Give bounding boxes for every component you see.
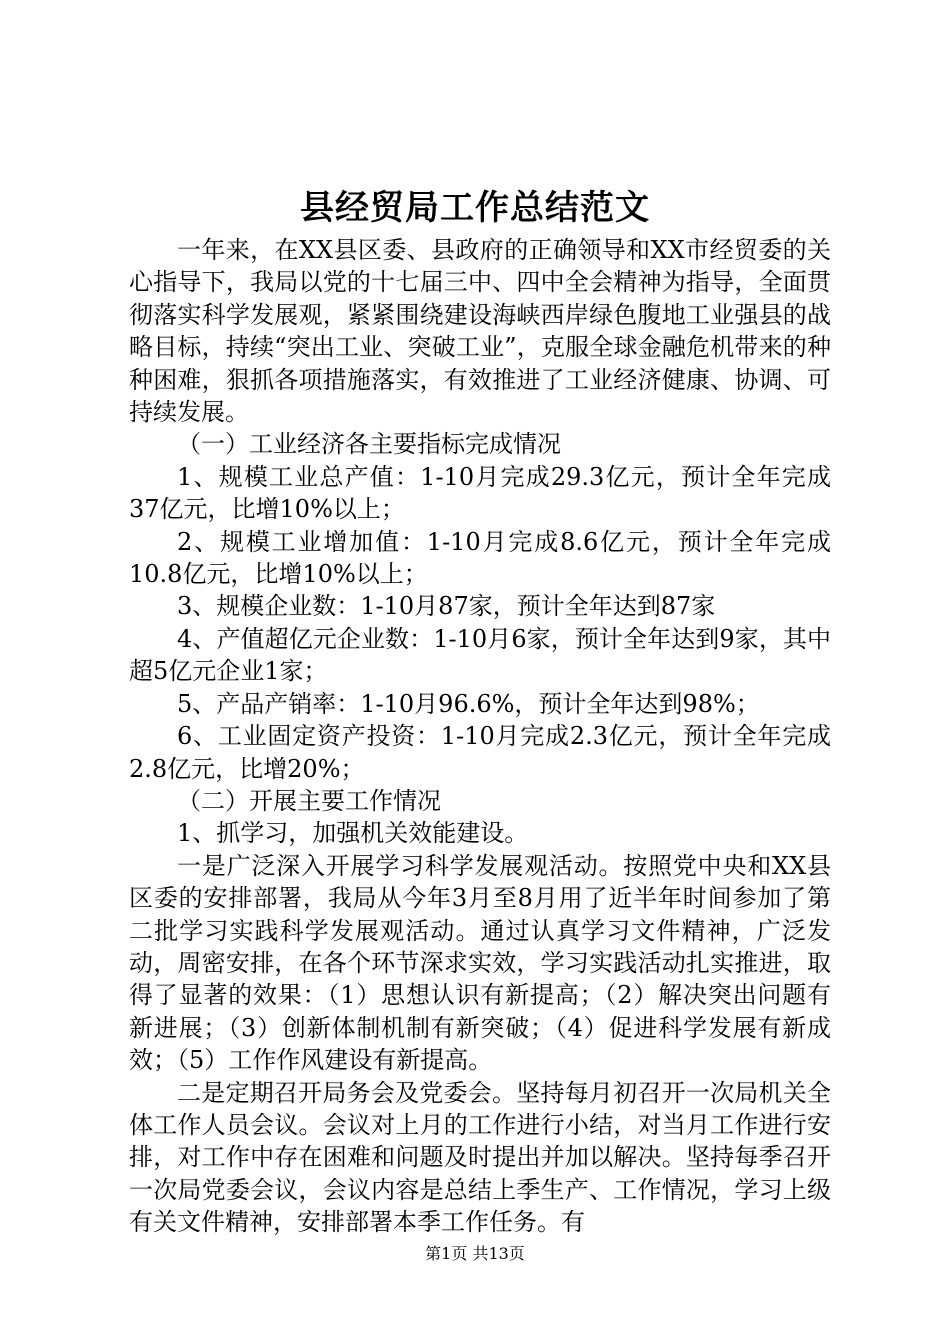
indicator-item-1: 1、规模工业总产值：1-10月完成29.3亿元，预计全年完成37亿元，比增10%以上； (129, 462, 831, 524)
indicator-item-4: 4、产值超亿元企业数：1-10月6家，预计全年达到9家，其中超5亿元企业1家； (129, 624, 831, 686)
document-body (129, 234, 831, 1239)
work-item-heading-1: 1、抓学习，加强机关效能建设。 (177, 819, 529, 848)
paragraph-intro: 一年来，在XX县区委、县政府的正确领导和XX市经贸委的关心指导下，我局以党的十七届三中、四中全会精神为指导，全面贯彻落实科学发展观，紧紧围绕建设海峡西岸绿色腹地工业强县的战略目标，持续“突出工业、突破工业”，克服全球金融危机带来的种种困难，狠抓各项措施落实，有效推进了工业经济健康、协调、可持续发展。 (129, 236, 831, 427)
section-heading-1: （一）工业经济各主要指标完成情况 (177, 430, 561, 459)
paragraph-study-activity: 一是广泛深入开展学习科学发展观活动。按照党中央和XX县区委的安排部署，我局从今年3月至8月用了近半年时间参加了第二批学习实践科学发展观活动。通过认真学习文件精神，广泛发动，周密安排，在各个环节深求实效，学习实践活动扎实推进，取得了显著的效果：（1）思想认识有新提高；（2）解决突出问题有新进展；（3）创新体制机制有新突破；（4）促进科学发展有新成效；（5）工作作风建设有新提高。 (129, 851, 831, 1075)
section-heading-2: （二）开展主要工作情况 (177, 786, 441, 815)
paragraph-meetings: 二是定期召开局务会及党委会。坚持每月初召开一次局机关全体工作人员会议。会议对上月的工作进行小结，对当月工作进行安排，对工作中存在困难和问题及时提出并加以解决。坚持每季召开一次局党委会议，会议内容是总结上季生产、工作情况，学习上级有关文件精神，安排部署本季工作任务。有 (129, 1078, 831, 1237)
indicator-item-2: 2、规模工业增加值：1-10月完成8.6亿元，预计全年完成10.8亿元，比增10%以上； (129, 527, 831, 589)
page-footer: 第1页 共13页 (425, 1244, 525, 1263)
document-title: 县经贸局工作总结范文 (300, 188, 650, 228)
indicator-item-6: 6、工业固定资产投资：1-10月完成2.3亿元，预计全年完成2.8亿元，比增20%； (129, 722, 831, 783)
indicator-item-3: 3、规模企业数：1-10月87家，预计全年达到87家 (177, 592, 716, 621)
indicator-item-5: 5、产品产销率：1-10月96.6%，预计全年达到98%； (177, 689, 760, 718)
